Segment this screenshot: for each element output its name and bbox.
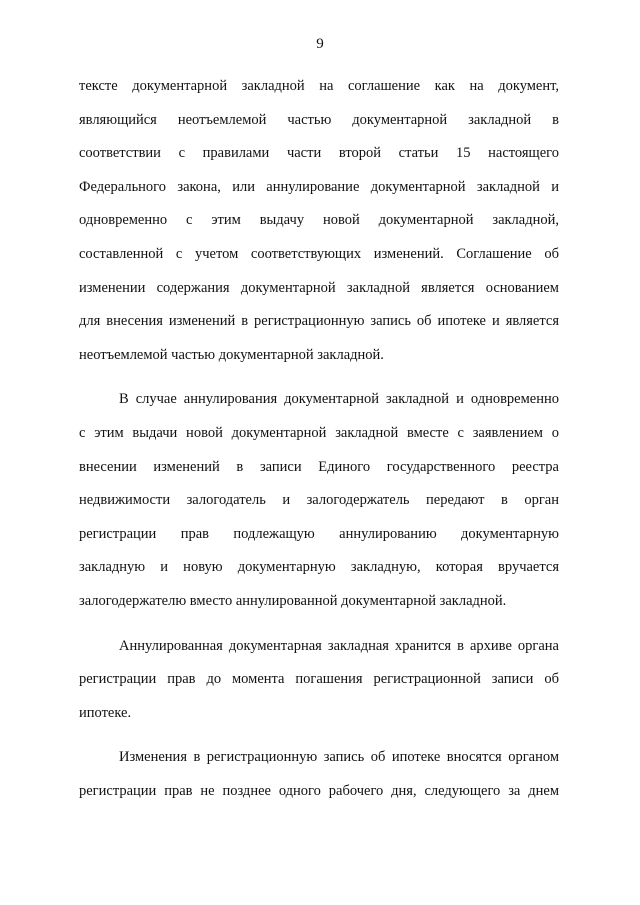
paragraph-4 [79, 741, 559, 808]
text-line: регистрации прав до момента погашения регистрационной записи об [79, 671, 559, 688]
text-line: для внесения изменений в регистрационную запись об ипотеке и является [79, 313, 559, 330]
text-line: внесении изменений в записи Единого государственного реестра [79, 458, 559, 475]
text-line: соответствии с правилами части второй статьи 15 настоящего [79, 145, 559, 162]
page-number: 9 [316, 36, 324, 52]
text-line: одновременно с этим выдачу новой документарной закладной, [79, 212, 559, 229]
text-line: являющийся неотъемлемой частью документарной закладной в [79, 111, 559, 128]
text-line: закладную и новую документарную закладную, которая вручается [79, 559, 559, 576]
text-line: недвижимости залогодатель и залогодержатель передают в орган [79, 492, 559, 509]
text-line: изменении содержания документарной закладной является основанием [79, 279, 559, 296]
document-body [79, 70, 559, 808]
text-line: залогодержателю вместо аннулированной документарной закладной. [79, 592, 507, 609]
text-line: регистрации прав не позднее одного рабочего дня, следующего за днем [79, 782, 559, 799]
text-line: Аннулированная документарная закладная хранится в архиве органа [119, 637, 559, 654]
text-line: В случае аннулирования документарной закладной и одновременно [119, 391, 559, 408]
text-line: Изменения в регистрационную запись об ипотеке вносятся органом [119, 749, 559, 766]
text-line: регистрации прав подлежащую аннулированию документарную [79, 525, 559, 542]
paragraph-1 [79, 70, 559, 372]
text-line: с этим выдачи новой документарной закладной вместе с заявлением о [79, 424, 559, 441]
text-line: составленной с учетом соответствующих изменений. Соглашение об [79, 245, 559, 262]
text-line: ипотеке. [79, 704, 132, 721]
text-line: неотъемлемой частью документарной закладной. [79, 346, 384, 363]
paragraph-2 [79, 383, 559, 618]
text-line: тексте документарной закладной на соглашение как на документ, [79, 78, 559, 94]
paragraph-3 [79, 630, 559, 731]
text-line: Федерального закона, или аннулирование документарной закладной и [79, 178, 559, 195]
